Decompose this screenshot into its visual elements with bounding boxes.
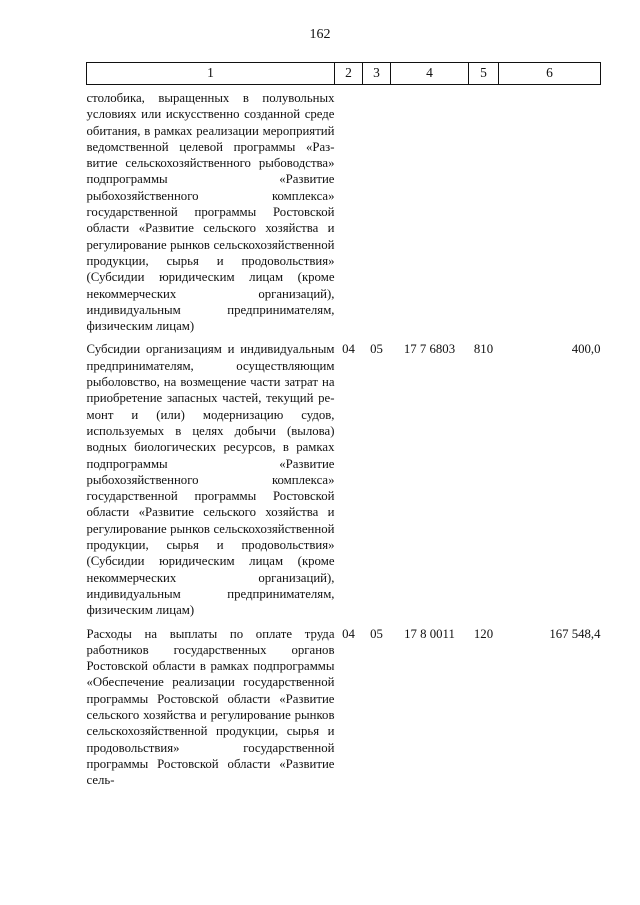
table-row bbox=[87, 85, 601, 342]
column-header-expense-type: 5 bbox=[469, 63, 499, 85]
row-subsection-code bbox=[363, 85, 391, 342]
table-row bbox=[87, 341, 601, 625]
row-amount bbox=[499, 85, 601, 342]
table-header-row bbox=[87, 63, 601, 85]
column-header-name: 1 bbox=[87, 63, 335, 85]
row-amount: 400,0 bbox=[571, 342, 601, 357]
row-target-item-code bbox=[391, 85, 469, 342]
column-header-target-item: 4 bbox=[391, 63, 469, 85]
row-description: Субсидии организациям и индивидуальным предпринимателям, осуществляющим рыболовство, на возмещение части затрат на приобретение запасных частей, текущий ремонт и (или) модернизацию судов, используемых в целях добычи (вылова) водных биологических ресурсов, в рамках подпрограммы «Развитие рыбохозяйственного комплекса» государственной программы Ростовской области «Развитие сельского хозяйства и регулирование рынков сельскохозяйственной продукции, сырья и продовольствия» (Субсидии юридическим лицам (кроме некоммерческих организаций), индивидуальным предпринимателям, физическим лицам) bbox=[86, 342, 335, 618]
column-header-subsection: 3 bbox=[363, 63, 391, 85]
budget-table bbox=[86, 62, 601, 788]
row-description: столобика, выращенных в полувольных условиях или искусственно созданной среде обитания, в рамках реализации мероприятий ведомственной целевой программы «Развитие сельскохозяйственного рыбоводства» подпрограммы «Развитие рыбохозяйственного комплекса» государственной программы Ростовской области «Развитие сельского хозяйства и регулирование рынков сельскохозяйственной продукции, сырья и продовольствия» (Субсидии юридическим лицам (кроме некоммерческих организаций), индивидуальным предпринимателям, физическим лицам) bbox=[86, 91, 335, 334]
row-subsection-code: 05 bbox=[370, 626, 383, 641]
row-description: Расходы на выплаты по оплате труда работников государственных органов Ростовской области в рамках подпрограммы «Обеспечение реализации государственной программы Ростовской области «Развитие сельского хозяйства и регулирование рынков сельскохозяйственной продукции, сырья и продовольствия» государственной программы Ростовской области «Развитие сель- bbox=[86, 626, 335, 788]
row-section-code: 04 bbox=[342, 626, 355, 641]
page-number: 162 bbox=[309, 27, 331, 42]
table-row bbox=[87, 626, 601, 789]
row-expense-type-code: 120 bbox=[473, 626, 494, 641]
row-expense-type-code: 810 bbox=[473, 342, 494, 357]
row-target-item-code: 17 7 6803 bbox=[403, 342, 456, 357]
row-section-code bbox=[335, 85, 363, 342]
row-subsection-code: 05 bbox=[370, 342, 383, 357]
row-expense-type-code bbox=[469, 85, 499, 342]
row-amount: 167 548,4 bbox=[549, 626, 601, 641]
column-header-section: 2 bbox=[335, 63, 363, 85]
column-header-amount: 6 bbox=[499, 63, 601, 85]
row-target-item-code: 17 8 0011 bbox=[404, 626, 455, 641]
row-section-code: 04 bbox=[342, 342, 355, 357]
